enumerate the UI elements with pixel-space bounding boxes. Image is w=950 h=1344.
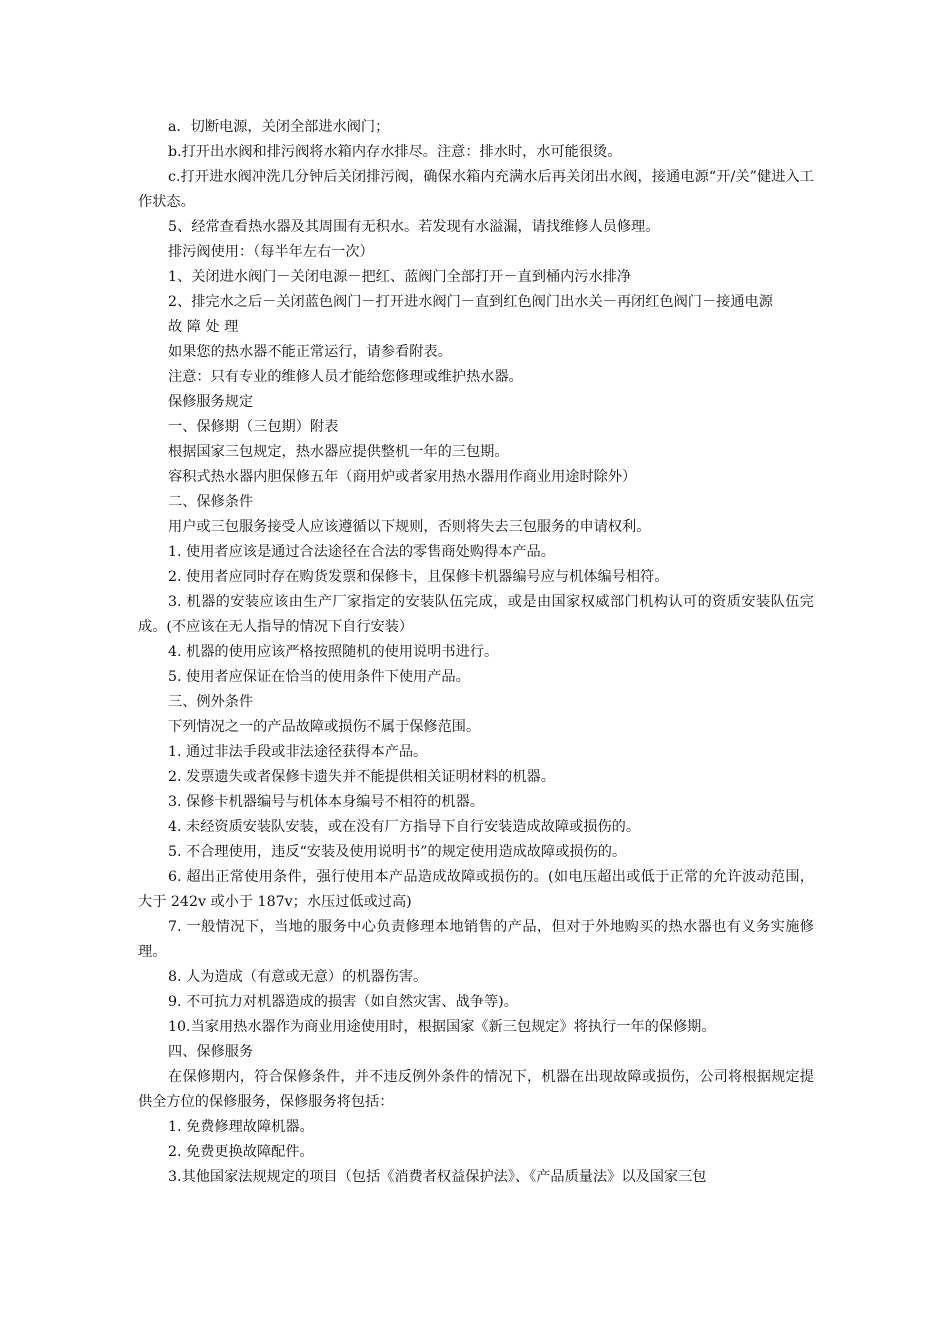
list-item: 8. 人为造成（有意或无意）的机器伤害。 <box>168 969 428 985</box>
paragraph: 1、关闭进水阀门－关闭电源－把红、蓝阀门全部打开－直到桶内污水排净 <box>168 269 632 285</box>
list-item: 1. 通过非法手段或非法途径获得本产品。 <box>168 744 428 760</box>
paragraph: 在保修期内，符合保修条件，并不违反例外条件的情况下，机器在出现故障或损伤，公司将根据规定提供全方位的保修服务，保修服务将包括： <box>138 1069 814 1110</box>
paragraph: 用户或三包服务接受人应该遵循以下规则，否则将失去三包服务的申请权利。 <box>168 519 651 535</box>
subsection-heading: 四、保修服务 <box>168 1044 254 1060</box>
paragraph: 5、经常查看热水器及其周围有无积水。若发现有水溢漏，请找维修人员修理。 <box>168 219 660 235</box>
list-item: 9. 不可抗力对机器造成的损害（如自然灾害、战争等)。 <box>168 994 518 1010</box>
list-item: 5. 不合理使用，违反“安装及使用说明书”的规定使用造成故障或损伤的。 <box>168 844 627 860</box>
list-item: 1. 使用者应该是通过合法途径在合法的零售商处购得本产品。 <box>168 544 555 560</box>
list-item: 3.其他国家法规规定的项目（包括《消费者权益保护法》、《产品质量法》以及国家三包 <box>168 1169 707 1185</box>
paragraph: b.打开出水阀和排污阀将水箱内存水排尽。注意：排水时，水可能很烫。 <box>168 144 622 160</box>
paragraph: 如果您的热水器不能正常运行，请参看附表。 <box>168 344 452 360</box>
list-item: 5. 使用者应保证在恰当的使用条件下使用产品。 <box>168 669 470 685</box>
list-item: 3. 保修卡机器编号与机体本身编号不相符的机器。 <box>168 794 484 810</box>
list-item: 6. 超出正常使用条件，强行使用本产品造成故障或损伤的。(如电压超出或低于正常的允许波动范围，大于 242v 或小于 187v；水压过低或过高) <box>138 869 814 910</box>
document-body <box>138 115 814 1190</box>
paragraph: 容积式热水器内胆保修五年（商用炉或者家用热水器用作商业用途时除外） <box>168 469 637 485</box>
paragraph: 根据国家三包规定，热水器应提供整机一年的三包期。 <box>168 444 509 460</box>
paragraph: c.打开进水阀冲洗几分钟后关闭排污阀，确保水箱内充满水后再关闭出水阀，接通电源“开/关”健进入工作状态。 <box>138 169 814 210</box>
subsection-heading: 二、保修条件 <box>168 494 254 510</box>
list-item: 1. 免费修理故障机器。 <box>168 1119 314 1135</box>
list-item: 4. 机器的使用应该严格按照随机的使用说明书进行。 <box>168 644 499 660</box>
section-heading: 保修服务规定 <box>168 394 254 410</box>
section-heading: 故 障 处 理 <box>168 319 239 335</box>
list-item: 2. 免费更换故障配件。 <box>168 1144 314 1160</box>
paragraph: 排污阀使用：（每半年左右一次） <box>168 244 374 260</box>
subsection-heading: 一、保修期（三包期）附表 <box>168 419 339 435</box>
list-item: 3. 机器的安装应该由生产厂家指定的安装队伍完成，或是由国家权威部门机构认可的资质安装队伍完成。(不应该在无人指导的情况下自行安装） <box>138 594 814 635</box>
paragraph: 下列情况之一的产品故障或损伤不属于保修范围。 <box>168 719 481 735</box>
list-item: 10.当家用热水器作为商业用途使用时，根据国家《新三包规定》将执行一年的保修期。 <box>168 1019 716 1035</box>
subsection-heading: 三、例外条件 <box>168 694 254 710</box>
paragraph: 注意：只有专业的维修人员才能给您修理或维护热水器。 <box>168 369 523 385</box>
paragraph: 2、排完水之后－关闭蓝色阀门－打开进水阀门－直到红色阀门出水关－再闭红色阀门－接通电源 <box>168 294 773 310</box>
list-item: 7. 一般情况下，当地的服务中心负责修理本地销售的产品，但对于外地购买的热水器也有义务实施修理。 <box>138 919 814 960</box>
list-item: 2. 发票遗失或者保修卡遗失并不能提供相关证明材料的机器。 <box>168 769 555 785</box>
list-item: 2. 使用者应同时存在购货发票和保修卡，且保修卡机器编号应与机体编号相符。 <box>168 569 669 585</box>
list-item: 4. 未经资质安装队安装，或在没有厂方指导下自行安装造成故障或损伤的。 <box>168 819 641 835</box>
paragraph: a．切断电源，关闭全部进水阀门； <box>168 119 390 135</box>
